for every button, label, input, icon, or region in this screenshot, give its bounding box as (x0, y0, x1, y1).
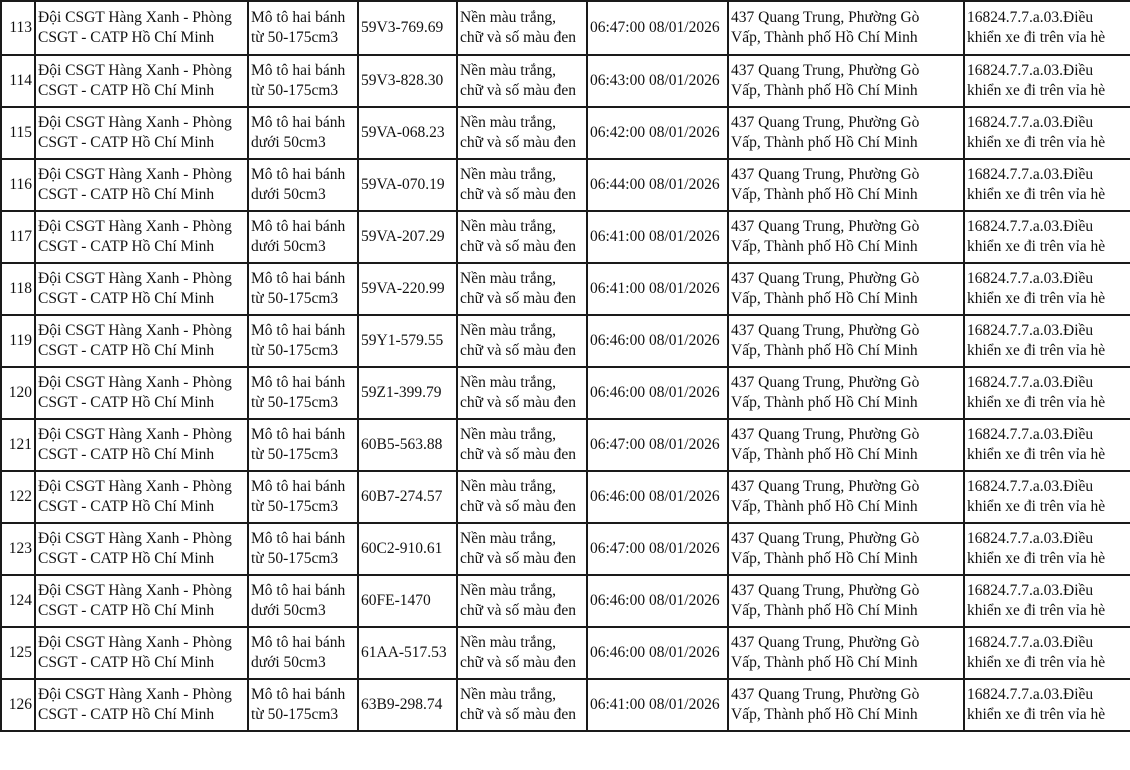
license-plate-cell: 63B9-298.74 (358, 679, 457, 731)
table-row (1, 55, 1130, 107)
table-row (1, 575, 1130, 627)
row-number: 126 (1, 679, 35, 731)
location-cell: 437 Quang Trung, Phường Gò Vấp, Thành phố Hồ Chí Minh (728, 367, 964, 419)
plate-color-cell: Nền màu trắng, chữ và số màu đen (457, 159, 587, 211)
vehicle-type-cell: Mô tô hai bánh từ 50-175cm3 (248, 1, 358, 55)
unit-cell: Đội CSGT Hàng Xanh - Phòng CSGT - CATP Hồ Chí Minh (35, 55, 248, 107)
license-plate-cell: 60C2-910.61 (358, 523, 457, 575)
license-plate-cell: 59VA-068.23 (358, 107, 457, 159)
location-cell: 437 Quang Trung, Phường Gò Vấp, Thành phố Hồ Chí Minh (728, 471, 964, 523)
violation-cell: 16824.7.7.a.03.Điều khiển xe đi trên vỉa hè (964, 679, 1130, 731)
table-row (1, 211, 1130, 263)
unit-cell: Đội CSGT Hàng Xanh - Phòng CSGT - CATP Hồ Chí Minh (35, 263, 248, 315)
violation-cell: 16824.7.7.a.03.Điều khiển xe đi trên vỉa hè (964, 263, 1130, 315)
violation-cell: 16824.7.7.a.03.Điều khiển xe đi trên vỉa hè (964, 575, 1130, 627)
row-number: 121 (1, 419, 35, 471)
violation-time-cell: 06:47:00 08/01/2026 (587, 1, 728, 55)
violation-cell: 16824.7.7.a.03.Điều khiển xe đi trên vỉa hè (964, 107, 1130, 159)
table-row (1, 523, 1130, 575)
location-cell: 437 Quang Trung, Phường Gò Vấp, Thành phố Hồ Chí Minh (728, 627, 964, 679)
license-plate-cell: 60B7-274.57 (358, 471, 457, 523)
violation-cell: 16824.7.7.a.03.Điều khiển xe đi trên vỉa hè (964, 315, 1130, 367)
unit-cell: Đội CSGT Hàng Xanh - Phòng CSGT - CATP Hồ Chí Minh (35, 575, 248, 627)
row-number: 119 (1, 315, 35, 367)
plate-color-cell: Nền màu trắng, chữ và số màu đen (457, 523, 587, 575)
row-number: 113 (1, 1, 35, 55)
plate-color-cell: Nền màu trắng, chữ và số màu đen (457, 263, 587, 315)
table-row (1, 419, 1130, 471)
unit-cell: Đội CSGT Hàng Xanh - Phòng CSGT - CATP Hồ Chí Minh (35, 367, 248, 419)
vehicle-type-cell: Mô tô hai bánh từ 50-175cm3 (248, 55, 358, 107)
license-plate-cell: 59Z1-399.79 (358, 367, 457, 419)
vehicle-type-cell: Mô tô hai bánh dưới 50cm3 (248, 575, 358, 627)
violation-cell: 16824.7.7.a.03.Điều khiển xe đi trên vỉa hè (964, 1, 1130, 55)
row-number: 125 (1, 627, 35, 679)
violation-cell: 16824.7.7.a.03.Điều khiển xe đi trên vỉa hè (964, 159, 1130, 211)
vehicle-type-cell: Mô tô hai bánh từ 50-175cm3 (248, 315, 358, 367)
unit-cell: Đội CSGT Hàng Xanh - Phòng CSGT - CATP Hồ Chí Minh (35, 107, 248, 159)
row-number: 116 (1, 159, 35, 211)
unit-cell: Đội CSGT Hàng Xanh - Phòng CSGT - CATP Hồ Chí Minh (35, 419, 248, 471)
table-row (1, 107, 1130, 159)
vehicle-type-cell: Mô tô hai bánh dưới 50cm3 (248, 107, 358, 159)
location-cell: 437 Quang Trung, Phường Gò Vấp, Thành phố Hồ Chí Minh (728, 263, 964, 315)
plate-color-cell: Nền màu trắng, chữ và số màu đen (457, 1, 587, 55)
vehicle-type-cell: Mô tô hai bánh từ 50-175cm3 (248, 367, 358, 419)
unit-cell: Đội CSGT Hàng Xanh - Phòng CSGT - CATP Hồ Chí Minh (35, 471, 248, 523)
violation-time-cell: 06:41:00 08/01/2026 (587, 679, 728, 731)
license-plate-cell: 59VA-207.29 (358, 211, 457, 263)
plate-color-cell: Nền màu trắng, chữ và số màu đen (457, 471, 587, 523)
unit-cell: Đội CSGT Hàng Xanh - Phòng CSGT - CATP Hồ Chí Minh (35, 523, 248, 575)
license-plate-cell: 60FE-1470 (358, 575, 457, 627)
unit-cell: Đội CSGT Hàng Xanh - Phòng CSGT - CATP Hồ Chí Minh (35, 211, 248, 263)
violation-time-cell: 06:47:00 08/01/2026 (587, 419, 728, 471)
plate-color-cell: Nền màu trắng, chữ và số màu đen (457, 315, 587, 367)
row-number: 123 (1, 523, 35, 575)
violation-time-cell: 06:43:00 08/01/2026 (587, 55, 728, 107)
row-number: 117 (1, 211, 35, 263)
table-row (1, 627, 1130, 679)
plate-color-cell: Nền màu trắng, chữ và số màu đen (457, 211, 587, 263)
unit-cell: Đội CSGT Hàng Xanh - Phòng CSGT - CATP Hồ Chí Minh (35, 627, 248, 679)
location-cell: 437 Quang Trung, Phường Gò Vấp, Thành phố Hồ Chí Minh (728, 523, 964, 575)
license-plate-cell: 59Y1-579.55 (358, 315, 457, 367)
violation-time-cell: 06:46:00 08/01/2026 (587, 627, 728, 679)
location-cell: 437 Quang Trung, Phường Gò Vấp, Thành phố Hồ Chí Minh (728, 159, 964, 211)
location-cell: 437 Quang Trung, Phường Gò Vấp, Thành phố Hồ Chí Minh (728, 55, 964, 107)
location-cell: 437 Quang Trung, Phường Gò Vấp, Thành phố Hồ Chí Minh (728, 315, 964, 367)
violation-time-cell: 06:46:00 08/01/2026 (587, 315, 728, 367)
vehicle-type-cell: Mô tô hai bánh từ 50-175cm3 (248, 419, 358, 471)
table-row (1, 679, 1130, 731)
table-row (1, 367, 1130, 419)
plate-color-cell: Nền màu trắng, chữ và số màu đen (457, 55, 587, 107)
plate-color-cell: Nền màu trắng, chữ và số màu đen (457, 367, 587, 419)
violation-time-cell: 06:44:00 08/01/2026 (587, 159, 728, 211)
vehicle-type-cell: Mô tô hai bánh từ 50-175cm3 (248, 679, 358, 731)
table-body (1, 1, 1130, 731)
violation-cell: 16824.7.7.a.03.Điều khiển xe đi trên vỉa hè (964, 471, 1130, 523)
table-row (1, 263, 1130, 315)
violation-time-cell: 06:46:00 08/01/2026 (587, 575, 728, 627)
violation-cell: 16824.7.7.a.03.Điều khiển xe đi trên vỉa hè (964, 627, 1130, 679)
table-row (1, 471, 1130, 523)
unit-cell: Đội CSGT Hàng Xanh - Phòng CSGT - CATP Hồ Chí Minh (35, 159, 248, 211)
location-cell: 437 Quang Trung, Phường Gò Vấp, Thành phố Hồ Chí Minh (728, 575, 964, 627)
row-number: 114 (1, 55, 35, 107)
plate-color-cell: Nền màu trắng, chữ và số màu đen (457, 419, 587, 471)
unit-cell: Đội CSGT Hàng Xanh - Phòng CSGT - CATP Hồ Chí Minh (35, 1, 248, 55)
violation-cell: 16824.7.7.a.03.Điều khiển xe đi trên vỉa hè (964, 523, 1130, 575)
plate-color-cell: Nền màu trắng, chữ và số màu đen (457, 107, 587, 159)
table-row (1, 1, 1130, 55)
location-cell: 437 Quang Trung, Phường Gò Vấp, Thành phố Hồ Chí Minh (728, 679, 964, 731)
unit-cell: Đội CSGT Hàng Xanh - Phòng CSGT - CATP Hồ Chí Minh (35, 315, 248, 367)
table-row (1, 315, 1130, 367)
plate-color-cell: Nền màu trắng, chữ và số màu đen (457, 627, 587, 679)
location-cell: 437 Quang Trung, Phường Gò Vấp, Thành phố Hồ Chí Minh (728, 107, 964, 159)
location-cell: 437 Quang Trung, Phường Gò Vấp, Thành phố Hồ Chí Minh (728, 1, 964, 55)
violation-time-cell: 06:46:00 08/01/2026 (587, 367, 728, 419)
row-number: 115 (1, 107, 35, 159)
vehicle-type-cell: Mô tô hai bánh dưới 50cm3 (248, 159, 358, 211)
license-plate-cell: 60B5-563.88 (358, 419, 457, 471)
license-plate-cell: 59V3-769.69 (358, 1, 457, 55)
license-plate-cell: 59VA-220.99 (358, 263, 457, 315)
vehicle-type-cell: Mô tô hai bánh từ 50-175cm3 (248, 471, 358, 523)
unit-cell: Đội CSGT Hàng Xanh - Phòng CSGT - CATP Hồ Chí Minh (35, 679, 248, 731)
violation-time-cell: 06:42:00 08/01/2026 (587, 107, 728, 159)
violation-cell: 16824.7.7.a.03.Điều khiển xe đi trên vỉa hè (964, 419, 1130, 471)
location-cell: 437 Quang Trung, Phường Gò Vấp, Thành phố Hồ Chí Minh (728, 211, 964, 263)
vehicle-type-cell: Mô tô hai bánh dưới 50cm3 (248, 211, 358, 263)
table-row (1, 159, 1130, 211)
plate-color-cell: Nền màu trắng, chữ và số màu đen (457, 575, 587, 627)
violation-cell: 16824.7.7.a.03.Điều khiển xe đi trên vỉa hè (964, 367, 1130, 419)
violation-cell: 16824.7.7.a.03.Điều khiển xe đi trên vỉa hè (964, 55, 1130, 107)
row-number: 122 (1, 471, 35, 523)
plate-color-cell: Nền màu trắng, chữ và số màu đen (457, 679, 587, 731)
license-plate-cell: 59V3-828.30 (358, 55, 457, 107)
violation-time-cell: 06:46:00 08/01/2026 (587, 471, 728, 523)
violation-time-cell: 06:47:00 08/01/2026 (587, 523, 728, 575)
vehicle-type-cell: Mô tô hai bánh từ 50-175cm3 (248, 263, 358, 315)
row-number: 118 (1, 263, 35, 315)
row-number: 120 (1, 367, 35, 419)
violation-cell: 16824.7.7.a.03.Điều khiển xe đi trên vỉa hè (964, 211, 1130, 263)
vehicle-type-cell: Mô tô hai bánh dưới 50cm3 (248, 627, 358, 679)
violation-time-cell: 06:41:00 08/01/2026 (587, 211, 728, 263)
row-number: 124 (1, 575, 35, 627)
violation-time-cell: 06:41:00 08/01/2026 (587, 263, 728, 315)
license-plate-cell: 59VA-070.19 (358, 159, 457, 211)
location-cell: 437 Quang Trung, Phường Gò Vấp, Thành phố Hồ Chí Minh (728, 419, 964, 471)
vehicle-type-cell: Mô tô hai bánh từ 50-175cm3 (248, 523, 358, 575)
license-plate-cell: 61AA-517.53 (358, 627, 457, 679)
